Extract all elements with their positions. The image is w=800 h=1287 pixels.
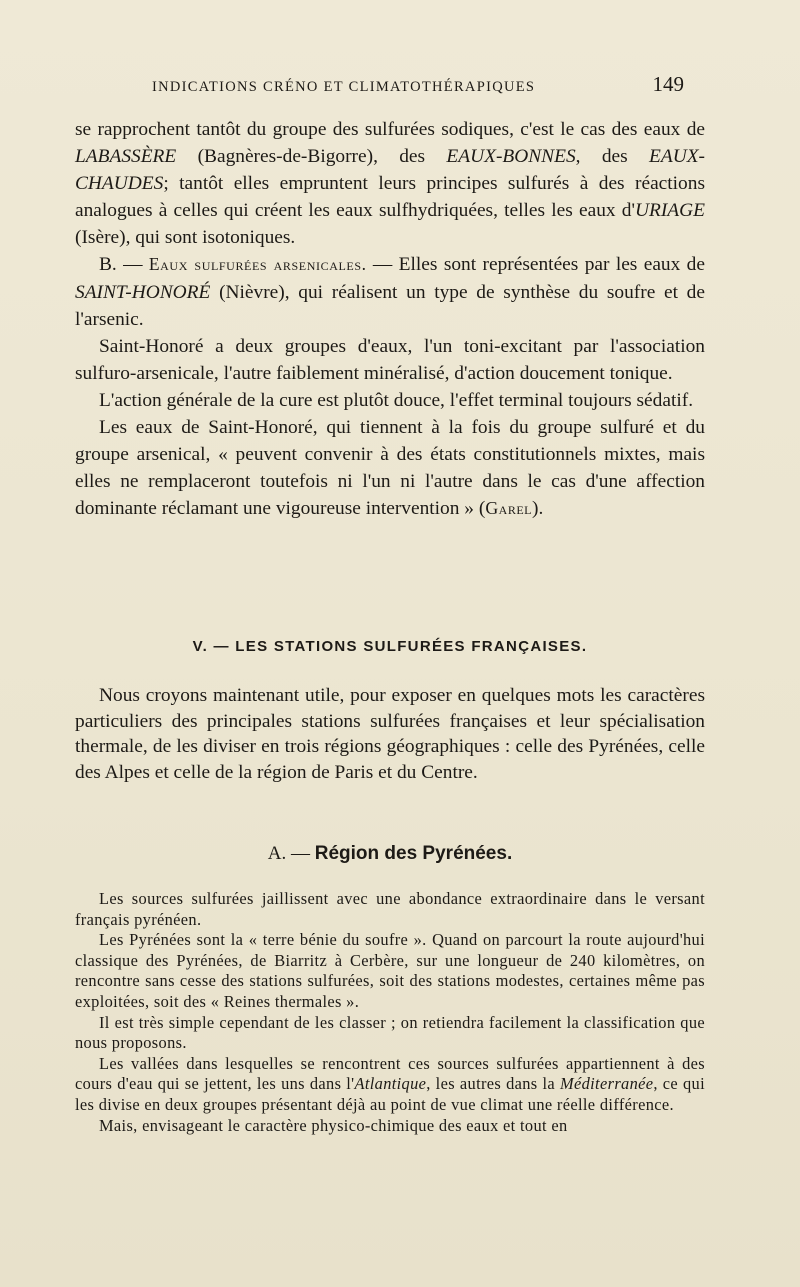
paragraph-terre-benie: Les Pyrénées sont la « terre bénie du soufre ». Quand on parcourt la route aujourd'hui classique des Pyrénées, de Biarritz à Cerbère, sur une longueur de 240 kilomètres, on rencontre sans cesse des stations sulfurées, soit des stations modestes, certaines même pas exploitées, soit des « Reines thermales ». bbox=[75, 930, 705, 1011]
place-name: Méditerranée bbox=[559, 1074, 654, 1094]
body-text bbox=[75, 116, 705, 522]
station-name: EAUX-CHAUDES bbox=[75, 146, 705, 195]
text-run: (Isère), qui sont isotoniques. bbox=[75, 227, 296, 249]
text-run: (Bagnères-de-Bigorre), des bbox=[176, 146, 447, 168]
text-run: , ce qui les divise en deux groupes présentant déjà au point de vue climat une réelle différence. bbox=[75, 1074, 705, 1114]
author-name: Garel bbox=[485, 498, 533, 519]
section-intro bbox=[75, 683, 705, 785]
page-number: 149 bbox=[652, 72, 684, 96]
subsection-label: B. — bbox=[99, 254, 149, 276]
text-run: ). bbox=[532, 498, 544, 520]
paragraph-sources: Les sources sulfurées jaillissent avec une abondance extraordinaire dans le versant français pyrénéen. bbox=[75, 889, 705, 929]
paragraph-sulfurees-degenerees bbox=[75, 116, 705, 251]
subsection-label: A. — bbox=[267, 843, 315, 864]
station-name: URIAGE bbox=[635, 200, 705, 222]
subsection-title: Région des Pyrénées. bbox=[314, 843, 513, 864]
paragraph-intro: Nous croyons maintenant utile, pour exposer en quelques mots les caractères particuliers des principales stations sulfurées françaises et leur spécialisation thermale, de les diviser en trois régions géographiques : celle des Pyrénées, celle des Alpes et celle de la région de Paris et du Centre. bbox=[75, 685, 705, 783]
text-run: ; tantôt elles empruntent leurs principes sulfurés à des réactions analogues à celles qui créent les eaux sulfhydriquées, telles les eaux d' bbox=[75, 173, 705, 222]
text-run: — Elles sont représentées par les eaux de bbox=[366, 254, 705, 276]
paragraph-cure-action: L'action générale de la cure est plutôt douce, l'effet terminal toujours sédatif. bbox=[99, 389, 694, 411]
text-run: , les autres dans la bbox=[426, 1074, 560, 1094]
subsection-title: Eaux sulfurées arsenicales. bbox=[148, 254, 367, 275]
small-print-text bbox=[75, 889, 705, 1136]
station-name: EAUX-BONNES bbox=[446, 146, 576, 168]
running-head bbox=[152, 72, 684, 97]
text-run: se rapprochent tantôt du groupe des sulfurées sodiques, c'est le cas des eaux de bbox=[75, 119, 705, 140]
paragraph-saint-honore-groups: Saint-Honoré a deux groupes d'eaux, l'un toni-excitant par l'association sulfuro-arsenicale, l'autre faiblement minéralisé, d'action doucement tonique. bbox=[75, 335, 705, 384]
running-title: INDICATIONS CRÉNO ET CLIMATOTHÉRAPIQUES bbox=[152, 79, 536, 95]
paragraph-arsenicales bbox=[75, 251, 705, 332]
text-run: , des bbox=[575, 146, 649, 168]
paragraph-classification: Il est très simple cependant de les classer ; on retiendra facilement la classification que nous proposons. bbox=[75, 1012, 705, 1053]
place-name: Atlantique bbox=[354, 1074, 427, 1094]
text-run: Les vallées dans lesquelles se rencontrent ces sources sulfurées appartiennent à des cours d'eau qui se jettent, les uns dans l' bbox=[75, 1053, 705, 1094]
paragraph-garel-quote bbox=[75, 414, 705, 522]
station-name: LABASSÈRE bbox=[75, 146, 177, 168]
section-heading: V. — LES STATIONS SULFURÉES FRANÇAISES. bbox=[192, 638, 588, 655]
subsection-heading bbox=[75, 843, 705, 865]
paragraph-vallees bbox=[75, 1054, 705, 1116]
station-name: SAINT-HONORÉ bbox=[75, 281, 211, 303]
text-run: (Nièvre), qui réalisent un type de synthèse du soufre et de l'arsenic. bbox=[75, 281, 705, 330]
paragraph-physico-chimique: Mais, envisageant le caractère physico-chimique des eaux et tout en bbox=[99, 1115, 568, 1135]
text-run: Les eaux de Saint-Honoré, qui tiennent à la fois du groupe sulfuré et du groupe arsenical, « peuvent convenir à des états constitutionnels mixtes, mais elles ne remplaceront toutefois ni l'un ni l'autre dans le cas d'une affection dominante réclamant une vigoureuse intervention » ( bbox=[75, 417, 705, 520]
